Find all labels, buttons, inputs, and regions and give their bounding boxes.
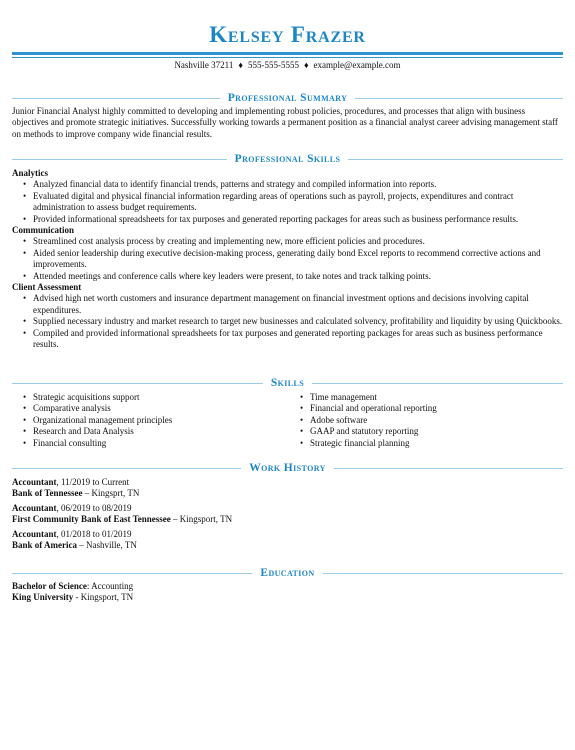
job-company: Bank of Tennessee: [12, 488, 83, 499]
contact-line: [0, 60, 575, 71]
professional-skills-section-heading: [12, 152, 563, 166]
summary-section-heading: [12, 91, 563, 105]
list-item: • Adobe software: [289, 415, 549, 426]
list-item: • Organizational management principles: [12, 415, 272, 426]
education-entry: [12, 581, 563, 604]
list-item: • Strategic financial planning: [289, 438, 549, 449]
degree: Bachelor of Science: [12, 581, 87, 591]
list-item: • Advised high net worth customers and insurance department management on financial investment options and decisions involving capital expenditures.: [12, 293, 563, 316]
job-entry: [12, 503, 563, 526]
skills-heading: Skills: [270, 377, 305, 389]
job-company: Bank of America: [12, 540, 77, 551]
list-item: • Evaluated digital and physical financial information regarding areas of operations such as payroll, projects, expenditures and contract administration to assess budget requirements.: [12, 191, 563, 214]
contact-location: Nashville 37211: [174, 60, 234, 70]
divider: [323, 573, 563, 574]
summary-text: Junior Financial Analyst highly committed to developing and implementing robust policies, procedures, and processes that align with business objectives and promote strategic initiatives. Successfully working towards a permanent position as a financial analyst career advising management staff on methods to improve company wide financial results.: [12, 106, 558, 139]
professional-skills-heading: Professional Skills: [234, 153, 341, 165]
contact-phone: 555-555-5555: [247, 60, 299, 70]
job-entry: [12, 477, 563, 500]
list-item: • Compiled and provided informational spreadsheets for tax purposes and generated reporting packages for areas such as business performance results.: [12, 328, 563, 351]
list-item: • Supplied necessary industry and market research to target new businesses and calculated solvency, profitability and liquidity by using Quickbooks.: [12, 316, 563, 327]
divider: [12, 98, 220, 99]
skills-left-column: [12, 392, 272, 449]
education-heading: Education: [260, 567, 315, 579]
divider: [12, 468, 241, 469]
job-title: Accountant: [12, 502, 57, 513]
list-item: • Attended meetings and conference calls where key leaders were present, to take notes and track talking points.: [12, 271, 563, 282]
header-rule-thin: [12, 57, 563, 58]
work-history-list: [12, 477, 563, 551]
job-dates: , 11/2019 to Current: [56, 477, 130, 487]
job-title: Accountant: [12, 528, 57, 539]
divider: [348, 159, 563, 160]
divider: [12, 159, 227, 160]
work-history-section-heading: [12, 461, 563, 475]
job-title: Accountant: [12, 477, 57, 487]
candidate-name: Kelsey Frazer: [209, 22, 366, 47]
divider: [355, 98, 563, 99]
list-item: • Analyzed financial data to identify financial trends, patterns and strategy and compiled information into reports.: [12, 179, 563, 190]
list-item: • Streamlined cost analysis process by creating and implementing new, more efficient policies and procedures.: [12, 236, 563, 247]
job-location: – Nashville, TN: [77, 540, 137, 551]
separator-icon: ♦: [303, 60, 309, 70]
education-section-heading: [12, 566, 563, 580]
job-company: First Community Bank of East Tennessee: [12, 514, 171, 525]
list-item: • Financial consulting: [12, 438, 272, 449]
summary-heading: Professional Summary: [227, 92, 348, 104]
degree-field: : Accounting: [86, 581, 134, 591]
list-item: • Comparative analysis: [12, 403, 272, 414]
list-item: • Provided informational spreadsheets for tax purposes and generated reporting packages for areas such as business performance results.: [12, 214, 563, 225]
professional-skills-list: [12, 168, 563, 351]
list-item: • Strategic acquisitions support: [12, 392, 272, 403]
job-location: – Kingsport, TN: [170, 514, 233, 525]
skills-right-column: [289, 392, 549, 449]
job-entry: [12, 529, 563, 552]
divider: [312, 383, 563, 384]
school-location: - Kingsport, TN: [73, 592, 134, 603]
list-item: • Aided senior leadership during executive decision-making process, generating daily bond Excel reports to recommend corrective actions and improvements.: [12, 248, 563, 271]
job-dates: , 01/2018 to 01/2019: [56, 528, 132, 539]
header-rule-thick: [12, 52, 563, 55]
divider: [12, 573, 252, 574]
separator-icon: ♦: [238, 60, 243, 70]
skill-group-title: Client Assessment: [12, 282, 82, 293]
list-item: • Financial and operational reporting: [289, 403, 549, 414]
list-item: • Research and Data Analysis: [12, 426, 272, 437]
job-dates: , 06/2019 to 08/2019: [56, 502, 132, 513]
list-item: • Time management: [289, 392, 549, 403]
skill-group-title: Analytics: [12, 168, 48, 178]
work-history-heading: Work History: [249, 462, 326, 474]
contact-email: example@example.com: [313, 60, 401, 70]
skill-group-title: Communication: [12, 225, 75, 236]
divider: [12, 383, 263, 384]
divider: [334, 468, 563, 469]
list-item: • GAAP and statutory reporting: [289, 426, 549, 437]
school-name: King University: [12, 592, 74, 603]
job-location: – Kingsprt, TN: [82, 488, 140, 499]
skills-section-heading: [12, 376, 563, 390]
